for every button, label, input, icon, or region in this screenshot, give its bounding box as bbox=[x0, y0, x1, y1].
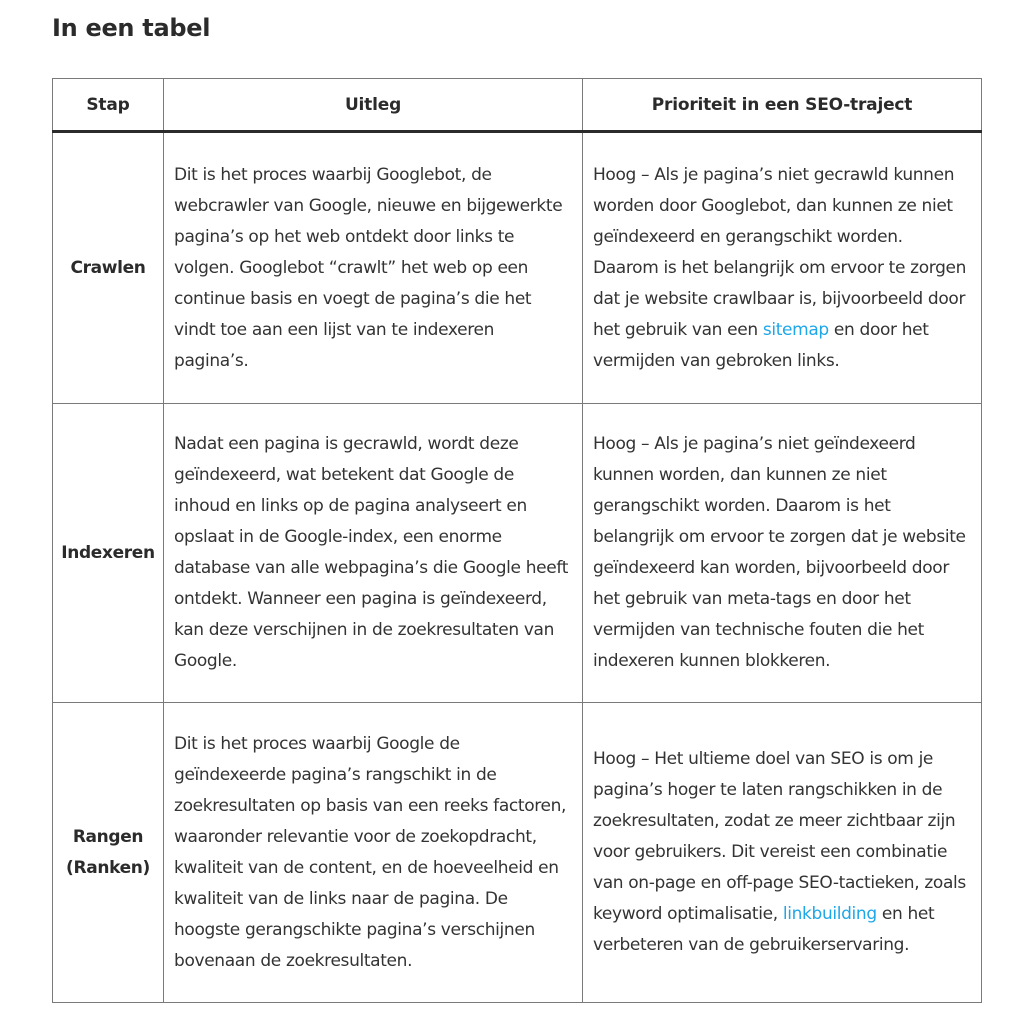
seo-steps-table bbox=[52, 78, 982, 1003]
table-row-crawlen bbox=[53, 132, 982, 404]
header-uitleg: Uitleg bbox=[164, 79, 583, 132]
linkbuilding-link[interactable]: linkbuilding bbox=[782, 904, 877, 924]
priority-cell: Hoog – Als je pagina’s niet geïndexeerd kunnen worden, dan kunnen ze niet gerangschikt worden. Daarom is het belangrijk om ervoor te zorgen dat je website geïndexeerd kan worden, bijvoorbeeld door het gebruik van meta-tags en door het vermijden van technische fouten die het indexeren kunnen blokkeren. bbox=[583, 404, 982, 703]
table-row-indexeren bbox=[53, 404, 982, 703]
priority-text: en het verbeteren van de gebruikerservaring. bbox=[593, 904, 935, 955]
priority-text: Hoog – Als je pagina’s niet gecrawld kunnen worden door Googlebot, dan kunnen ze niet geïndexeerd en gerangschikt worden. Daarom is het belangrijk om ervoor te zorgen dat je website crawlbaar is, bijvoorbeeld door het gebruik van een bbox=[593, 164, 967, 340]
table-header-row bbox=[53, 79, 982, 132]
explanation-cell: Dit is het proces waarbij Google de geïndexeerde pagina’s rangschikt in de zoekresultaten op basis van een reeks factoren, waaronder relevantie voor de zoekopdracht, kwaliteit van de content, en de hoeveelheid en kwaliteit van de links naar de pagina. De hoogste gerangschikte pagina’s verschijnen bovenaan de zoekresultaten. bbox=[164, 703, 583, 1003]
section-heading: In een tabel bbox=[52, 14, 211, 42]
priority-cell bbox=[583, 132, 982, 404]
priority-cell bbox=[583, 703, 982, 1003]
step-label: Rangen bbox=[72, 826, 144, 847]
step-label-alt: (Ranken) bbox=[66, 857, 150, 878]
header-prioriteit: Prioriteit in een SEO-traject bbox=[583, 79, 982, 132]
explanation-cell: Dit is het proces waarbij Googlebot, de webcrawler van Google, nieuwe en bijgewerkte pagina’s op het web ontdekt door links te volgen. Googlebot “crawlt” het web op een continue basis en voegt de pagina’s die het vindt toe aan een lijst van te indexeren pagina’s. bbox=[164, 132, 583, 404]
sitemap-link[interactable]: sitemap bbox=[762, 319, 829, 340]
step-cell bbox=[53, 703, 164, 1003]
explanation-cell: Nadat een pagina is gecrawld, wordt deze geïndexeerd, wat betekent dat Google de inhoud en links op de pagina analyseert en opslaat in de Google-index, een enorme database van alle webpagina’s die Google heeft ontdekt. Wanneer een pagina is geïndexeerd, kan deze verschijnen in de zoekresultaten van Google. bbox=[164, 404, 583, 703]
step-cell: Crawlen bbox=[53, 132, 164, 404]
priority-text: Hoog – Het ultieme doel van SEO is om je pagina’s hoger te laten rangschikken in de zoekresultaten, zodat ze meer zichtbaar zijn voor gebruikers. Dit vereist een combinatie van on-page en off-page SEO-tactieken, zoals keyword optimalisatie, bbox=[593, 749, 966, 924]
header-stap: Stap bbox=[53, 79, 164, 132]
table-row-rangen bbox=[53, 703, 982, 1003]
priority-text: en door het vermijden van gebroken links. bbox=[593, 319, 929, 371]
step-cell: Indexeren bbox=[53, 404, 164, 703]
